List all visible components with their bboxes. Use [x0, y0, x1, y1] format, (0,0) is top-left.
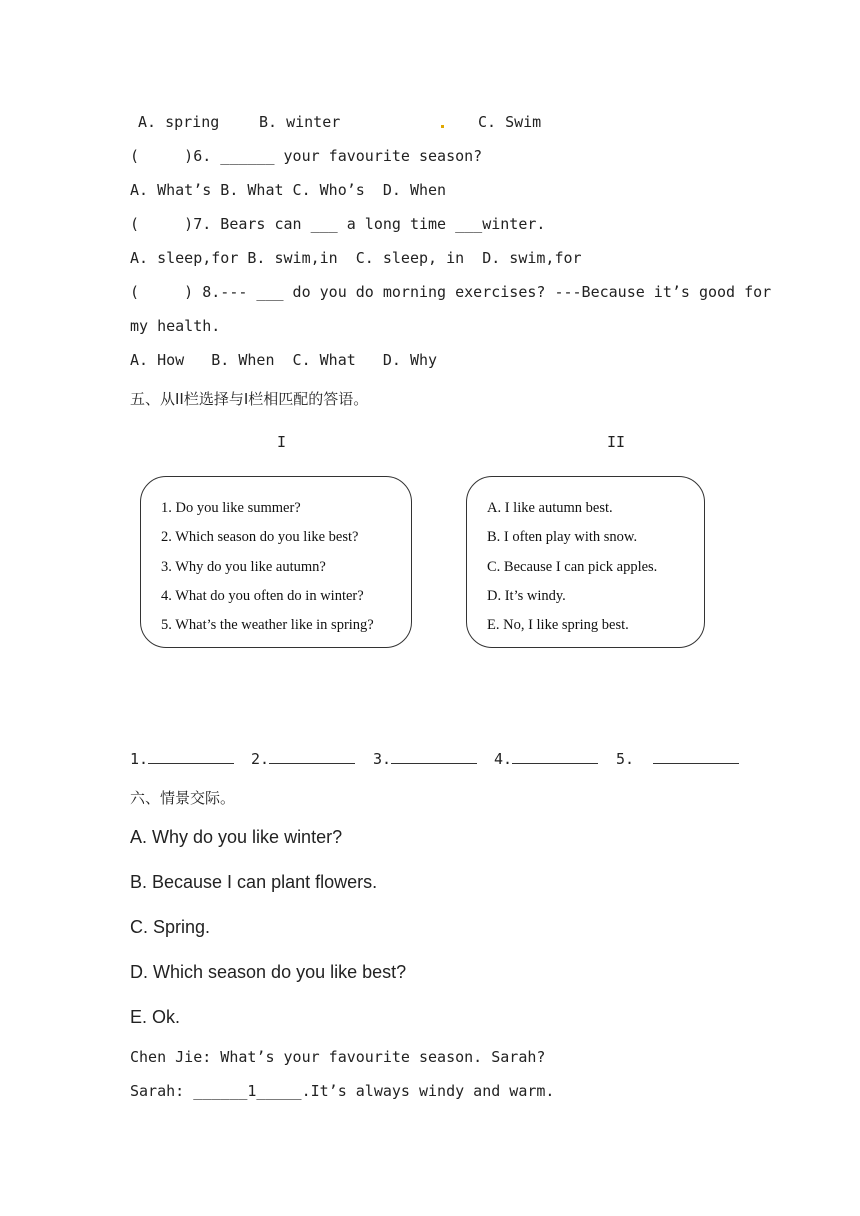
answer-blank-4[interactable] — [494, 749, 598, 768]
answer-blank-5[interactable] — [616, 749, 739, 768]
answer-item: E. No, I like spring best. — [487, 617, 629, 634]
answer-item: D. It’s windy. — [487, 587, 566, 604]
dialogue-line-1: Chen Jie: What’s your favourite season. Sarah? — [130, 1048, 546, 1066]
dialogue-line-2: Sarah: ______1_____.It’s always windy and warm. — [130, 1082, 555, 1100]
section5-title: 五、从II栏选择与I栏相匹配的答语。 — [130, 390, 369, 408]
question-item: 3. Why do you like autumn? — [161, 558, 326, 575]
answer-blank-1[interactable] — [130, 749, 234, 768]
answer-item: A. I like autumn best. — [487, 500, 613, 516]
question-item: 5. What’s the weather like in spring? — [161, 617, 374, 634]
blank-line — [391, 749, 477, 764]
blank-label: 4. — [494, 750, 513, 768]
blank-line — [653, 749, 739, 764]
q6-stem: ( )6. ______ your favourite season? — [130, 147, 483, 165]
column-ii-box — [466, 476, 705, 648]
option-b: B. Because I can plant flowers. — [130, 872, 378, 892]
blank-label: 3. — [373, 750, 392, 768]
question-item: 4. What do you often do in winter? — [161, 587, 364, 604]
blank-label: 5. — [616, 750, 644, 768]
answer-item: B. I often play with snow. — [487, 529, 638, 546]
column-i-heading: I — [277, 433, 287, 451]
blank-line — [512, 749, 598, 764]
q7-stem: ( )7. Bears can ___ a long time ___winter. — [130, 215, 546, 233]
q5-option-c: C. Swim — [478, 113, 542, 131]
option-e: E. Ok. — [130, 1007, 181, 1027]
blank-label: 1. — [130, 750, 149, 768]
answer-item: C. Because I can pick apples. — [487, 558, 658, 575]
option-a: A. Why do you like winter? — [130, 827, 343, 847]
blank-line — [148, 749, 234, 764]
question-item: 2. Which season do you like best? — [161, 529, 359, 546]
blank-line — [269, 749, 355, 764]
answer-blank-2[interactable] — [251, 749, 355, 768]
answer-blank-3[interactable] — [373, 749, 477, 768]
q8-stem: ( ) 8.--- ___ do you do morning exercises? ---Because it’s good for — [130, 283, 772, 301]
q7-options: A. sleep,for B. swim,in C. sleep, in D. swim,for — [130, 249, 582, 267]
option-c: C. Spring. — [130, 917, 211, 937]
column-i-box — [140, 476, 412, 648]
q5-option-a: A. spring — [138, 113, 220, 131]
q8-options: A. How B. When C. What D. Why — [130, 351, 438, 369]
q5-option-b: B. winter — [259, 113, 341, 131]
option-d: D. Which season do you like best? — [130, 962, 407, 982]
stray-dot — [441, 125, 444, 128]
q6-options: A. What’s B. What C. Who’s D. When — [130, 181, 447, 199]
blank-label: 2. — [251, 750, 270, 768]
q8-stem-continued: my health. — [130, 317, 221, 335]
question-item: 1. Do you like summer? — [161, 500, 301, 516]
section6-title: 六、情景交际。 — [130, 789, 236, 807]
column-ii-heading: II — [607, 433, 626, 451]
answer-blanks-row — [130, 749, 730, 769]
